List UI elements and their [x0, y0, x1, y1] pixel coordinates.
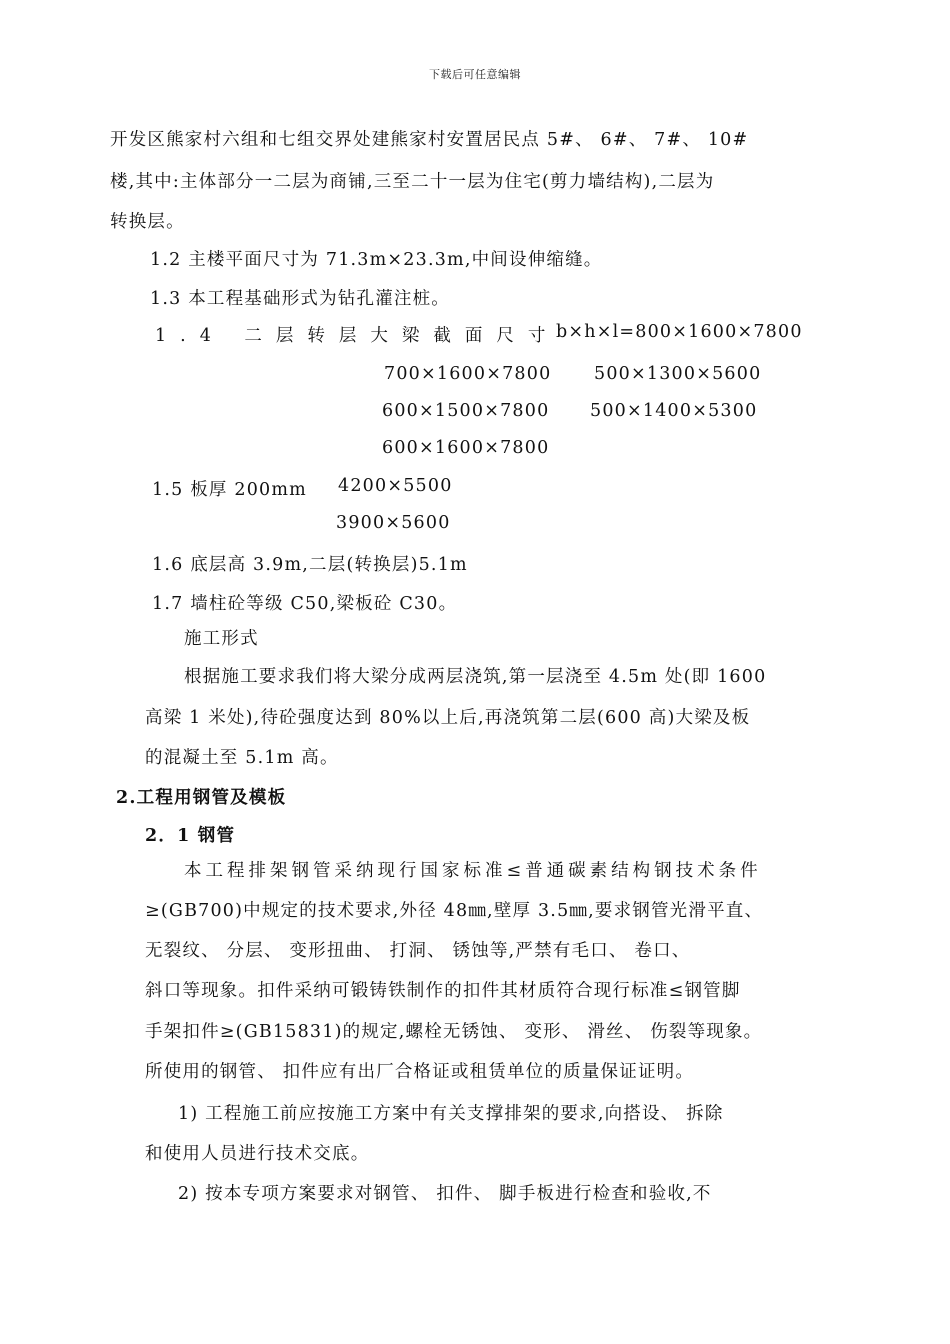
item-1-6: 1.6 底层高 3.9m,二层(转换层)5.1m	[152, 555, 468, 575]
item-1-2: 1.2 主楼平面尺寸为 71.3m×23.3m,中间设伸缩缝。	[150, 250, 603, 270]
item-1-4-formula: b×h×l=800×1600×7800	[556, 322, 803, 342]
item1-line2: 和使用人员进行技术交底。	[145, 1144, 370, 1164]
item-1-5-label: 1.5 板厚 200mm	[152, 480, 307, 500]
pipe-para-line: 本工程排架钢管采纳现行国家标准≤普通碳素结构钢技术条件	[184, 861, 762, 881]
slab-dim: 3900×5600	[336, 513, 451, 533]
construction-line1: 根据施工要求我们将大梁分成两层浇筑,第一层浇至 4.5m 处(即 1600	[184, 667, 767, 687]
section2-subtitle: 2．1 钢管	[145, 826, 236, 846]
item-1-7: 1.7 墙柱砼等级 C50,梁板砼 C30。	[152, 594, 458, 614]
pipe-para-line: ≥(GB700)中规定的技术要求,外径 48㎜,壁厚 3.5㎜,要求钢管光滑平直、	[145, 901, 764, 921]
beam-dim: 600×1500×7800	[382, 401, 550, 421]
beam-dim: 500×1400×5300	[590, 401, 758, 421]
construction-line3: 的混凝土至 5.1m 高。	[145, 748, 339, 768]
para1-line3: 转换层。	[110, 212, 185, 232]
item1-line1: 1) 工程施工前应按施工方案中有关支撑排架的要求,向搭设、 拆除	[178, 1104, 724, 1124]
item-1-4-label: 1.4 二层转层大梁截面尺寸	[155, 326, 560, 346]
item-1-3: 1.3 本工程基础形式为钻孔灌注桩。	[150, 289, 450, 309]
para1-line2: 楼,其中:主体部分一二层为商铺,三至二十一层为住宅(剪力墙结构),二层为	[110, 172, 715, 192]
construction-title: 施工形式	[184, 629, 259, 649]
page-header: 下载后可任意编辑	[429, 68, 521, 81]
beam-dim: 600×1600×7800	[382, 438, 550, 458]
para1-line1: 开发区熊家村六组和七组交界处建熊家村安置居民点 5#、 6#、 7#、 10#	[110, 130, 749, 150]
beam-dim: 500×1300×5600	[594, 364, 762, 384]
beam-dim: 700×1600×7800	[384, 364, 552, 384]
construction-line2: 高梁 1 米处),待砼强度达到 80%以上后,再浇筑第二层(600 高)大梁及板	[145, 708, 751, 728]
slab-dim: 4200×5500	[338, 476, 453, 496]
section2-title: 2.工程用钢管及模板	[116, 788, 287, 808]
pipe-para-line: 斜口等现象。扣件采纳可锻铸铁制作的扣件其材质符合现行标准≤钢管脚	[145, 981, 741, 1001]
item2-line1: 2) 按本专项方案要求对钢管、 扣件、 脚手板进行检查和验收,不	[178, 1184, 712, 1204]
pipe-para-line: 手架扣件≥(GB15831)的规定,螺栓无锈蚀、 变形、 滑丝、 伤裂等现象。	[145, 1022, 763, 1042]
pipe-para-line: 无裂纹、 分层、 变形扭曲、 打洞、 锈蚀等,严禁有毛口、 卷口、	[145, 941, 691, 961]
pipe-para-line: 所使用的钢管、 扣件应有出厂合格证或租赁单位的质量保证证明。	[145, 1062, 695, 1082]
